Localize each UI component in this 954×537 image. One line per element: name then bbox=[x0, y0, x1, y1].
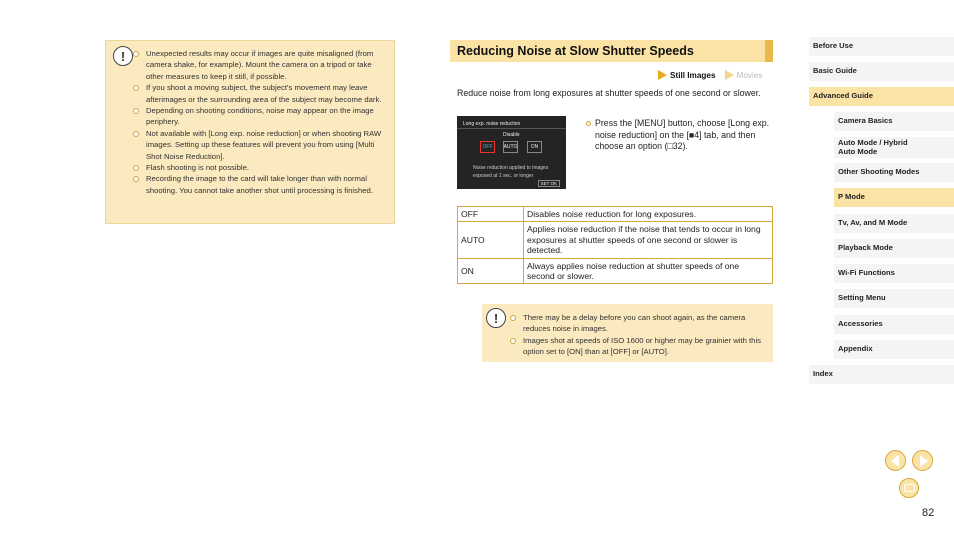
arrow-right-icon bbox=[920, 455, 928, 467]
nav-basic-guide[interactable]: Basic Guide bbox=[809, 62, 954, 81]
nav-index[interactable]: Index bbox=[809, 365, 954, 384]
section-title: Reducing Noise at Slow Shutter Speeds bbox=[457, 44, 694, 58]
triangle-icon bbox=[725, 70, 734, 80]
nav-auto-mode-label: Auto Mode / Hybrid Auto Mode bbox=[838, 138, 908, 156]
caution-item: Depending on shooting conditions, noise may appear on the image periphery. bbox=[132, 105, 388, 128]
caution-icon: ! bbox=[486, 308, 506, 328]
nav-tv-av-m-mode[interactable]: Tv, Av, and M Mode bbox=[834, 214, 954, 233]
nav-before-use[interactable]: Before Use bbox=[809, 37, 954, 56]
nav-p-mode[interactable]: P Mode bbox=[834, 188, 954, 207]
caution-list bbox=[509, 312, 769, 358]
prev-page-button[interactable] bbox=[885, 450, 906, 471]
camera-screen-note: Noise reduction applied to images exposed at 1 sec. or longer bbox=[473, 165, 549, 179]
nav-setting-menu[interactable]: Setting Menu bbox=[834, 289, 954, 308]
step-text: Press the [MENU] button, choose [Long exp. noise reduction] on the [■4] tab, and then choose an option (□32). bbox=[595, 118, 770, 151]
nav-auto-mode[interactable] bbox=[834, 137, 954, 158]
option-key: OFF bbox=[458, 207, 524, 222]
option-desc: Always applies noise reduction at shutter speeds of one second or slower. bbox=[524, 259, 773, 284]
camera-option-off: OFF bbox=[480, 141, 495, 153]
triangle-icon bbox=[658, 70, 667, 80]
table-row bbox=[458, 207, 773, 222]
caution-box-bottom bbox=[482, 304, 773, 362]
caution-item: Recording the image to the card will take longer than with normal shooting. You cannot take another shot until processing is finished. bbox=[132, 173, 388, 196]
caution-item: Unexpected results may occur if images are quite misaligned (from camera shake, for example). Mount the camera on a tripod or take other measures to keep it still, if possible. bbox=[132, 48, 388, 82]
option-desc: Disables noise reduction for long exposures. bbox=[524, 207, 773, 222]
mode-movies-label: Movies bbox=[736, 70, 763, 80]
caution-box-left bbox=[105, 40, 395, 224]
caution-item: If you shoot a moving subject, the subject's movement may leave afterimages or the surrounding area of the subject may become dark. bbox=[132, 82, 388, 105]
nav-accessories[interactable]: Accessories bbox=[834, 315, 954, 334]
nav-other-shooting-modes[interactable]: Other Shooting Modes bbox=[834, 163, 954, 182]
table-row bbox=[458, 259, 773, 284]
page-number: 82 bbox=[922, 507, 935, 519]
table-row bbox=[458, 222, 773, 259]
option-key: ON bbox=[458, 259, 524, 284]
options-table bbox=[457, 206, 773, 284]
mode-tag-still bbox=[658, 70, 716, 80]
section-title-bar bbox=[450, 40, 773, 62]
arrow-left-icon bbox=[891, 455, 899, 467]
mode-tags bbox=[658, 70, 762, 80]
caution-item: Images shot at speeds of ISO 1600 or higher may be grainier with this option set to [ON] than at [OFF] or [AUTO]. bbox=[509, 335, 769, 358]
camera-selected-value: Disable bbox=[503, 132, 520, 138]
option-desc: Applies noise reduction if the noise that tends to occur in long exposures at shutter speeds of one second or slower is detected. bbox=[524, 222, 773, 259]
nav-playback-mode[interactable]: Playback Mode bbox=[834, 239, 954, 258]
home-button[interactable] bbox=[899, 478, 919, 498]
bullet-icon bbox=[586, 121, 591, 126]
camera-option-on: ON bbox=[527, 141, 542, 153]
nav-wifi-functions[interactable]: Wi-Fi Functions bbox=[834, 264, 954, 283]
nav-appendix[interactable]: Appendix bbox=[834, 340, 954, 359]
camera-screen-title: Long exp. noise reduction bbox=[463, 121, 521, 127]
mode-tag-movies bbox=[725, 70, 763, 80]
caution-list bbox=[132, 48, 388, 196]
nav-camera-basics[interactable]: Camera Basics bbox=[834, 112, 954, 131]
caution-item: Not available with [Long exp. noise reduction] or when shooting RAW images. Setting up these features will prevent you from using [Multi Shot Noise Reduction]. bbox=[132, 128, 388, 162]
camera-option-auto: AUTO bbox=[503, 141, 518, 153]
nav-advanced-guide[interactable]: Advanced Guide bbox=[809, 87, 954, 106]
caution-item: Flash shooting is not possible. bbox=[132, 162, 388, 173]
caution-icon: ! bbox=[113, 46, 133, 66]
caution-item: There may be a delay before you can shoot again, as the camera reduces noise in images. bbox=[509, 312, 769, 335]
step-instruction bbox=[586, 118, 774, 153]
next-page-button[interactable] bbox=[912, 450, 933, 471]
camera-set-ok: SET OK bbox=[538, 180, 560, 187]
option-key: AUTO bbox=[458, 222, 524, 259]
intro-text: Reduce noise from long exposures at shutter speeds of one second or slower. bbox=[457, 88, 761, 98]
mode-still-label: Still Images bbox=[670, 70, 716, 80]
divider bbox=[457, 128, 566, 129]
camera-screen bbox=[457, 116, 566, 189]
